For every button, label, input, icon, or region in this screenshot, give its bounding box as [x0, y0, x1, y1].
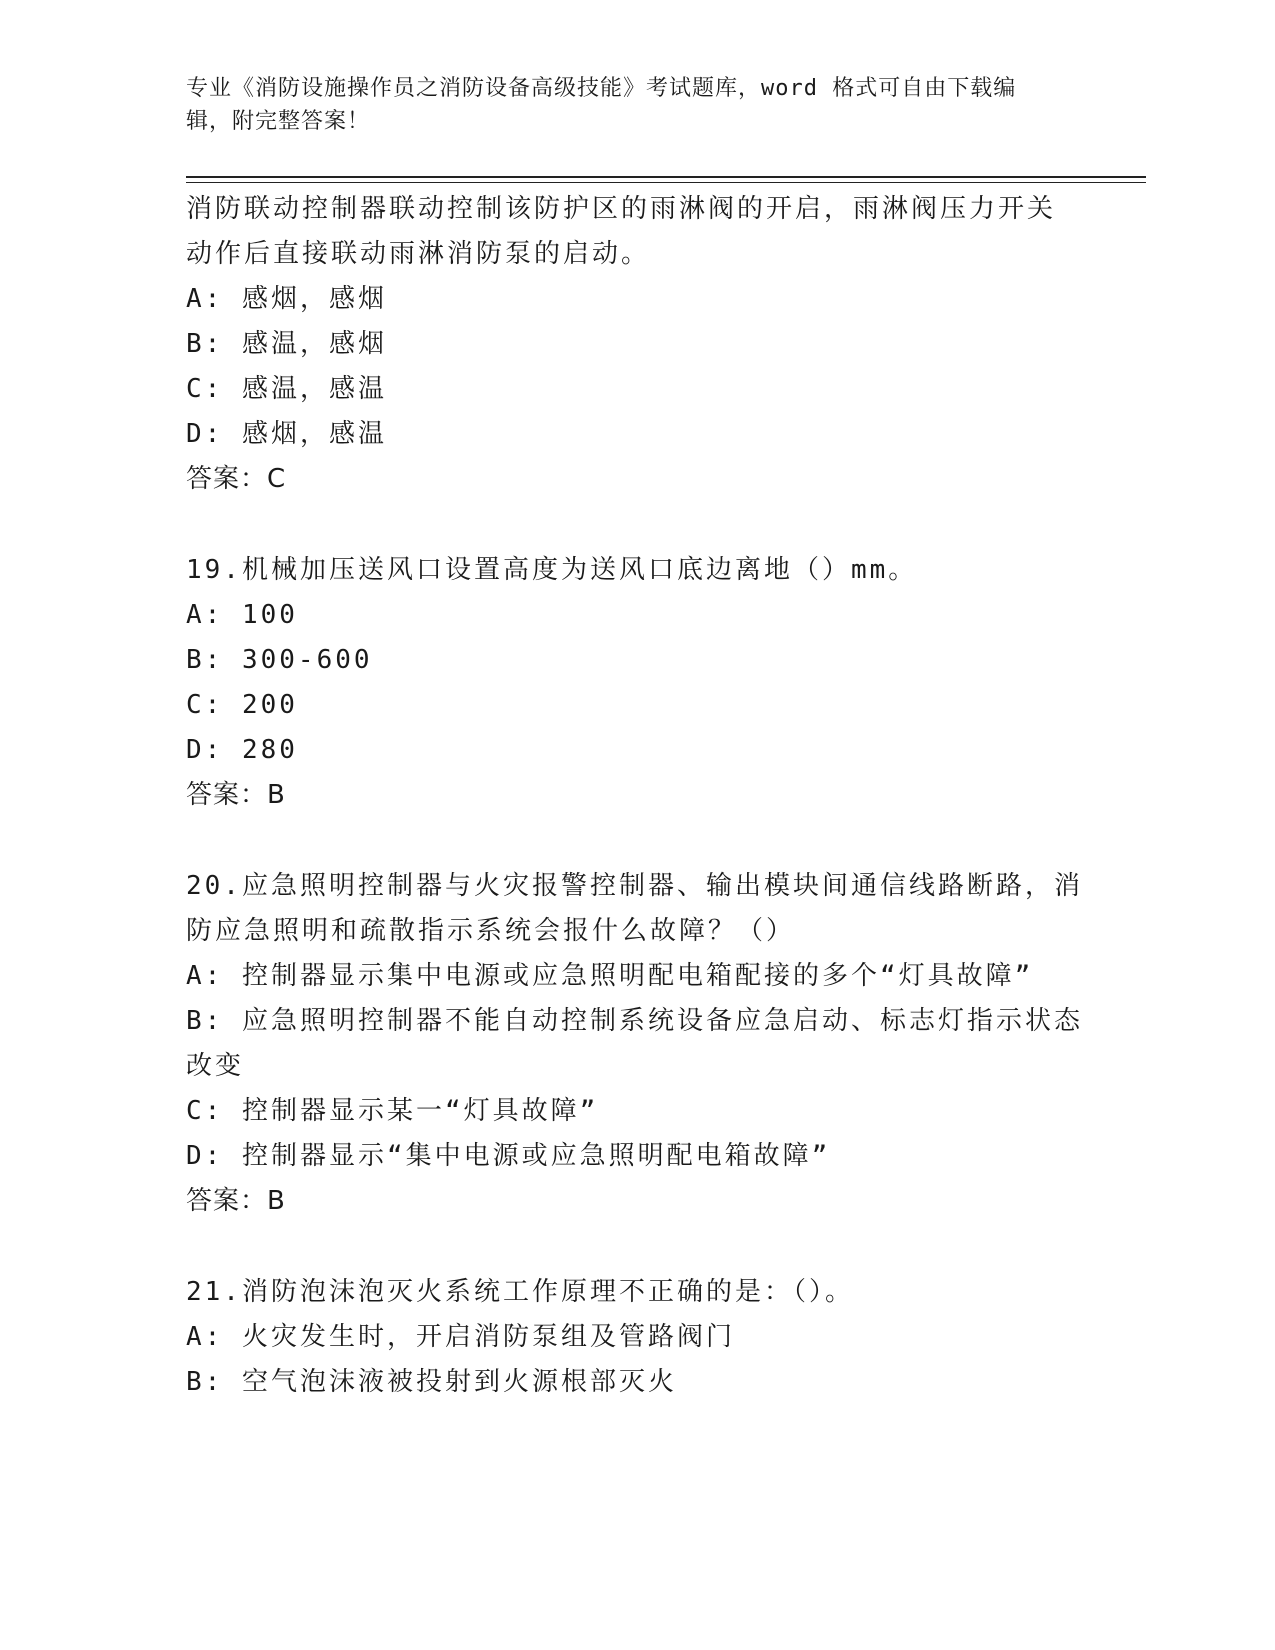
question-18-text-line-1: 消防联动控制器联动控制该防护区的雨淋阀的开启，雨淋阀压力开关 — [186, 194, 1057, 224]
question-21-text: 21.消防泡沫泡灭火系统工作原理不正确的是：（）。 — [186, 1277, 854, 1307]
header-line-2: 辑，附完整答案！ — [186, 109, 371, 134]
question-20-option-c: C: 控制器显示某一“灯具故障” — [186, 1096, 599, 1126]
question-21-option-a: A: 火灾发生时，开启消防泵组及管路阀门 — [186, 1322, 735, 1352]
question-20-option-d: D: 控制器显示“集中电源或应急照明配电箱故障” — [186, 1141, 831, 1171]
question-19-option-b: B: 300-600 — [186, 645, 373, 675]
question-19-option-a: A: 100 — [186, 600, 298, 630]
question-20-option-b: B: 应急照明控制器不能自动控制系统设备应急启动、标志灯指示状态 — [186, 1006, 1083, 1036]
question-20-answer: 答案：B — [186, 1186, 286, 1216]
question-18 — [186, 187, 1086, 502]
question-21 — [186, 1270, 1086, 1405]
question-21-option-b: B: 空气泡沫液被投射到火源根部灭火 — [186, 1367, 677, 1397]
question-20 — [186, 864, 1086, 1224]
document-header — [186, 72, 1066, 138]
header-line-1: 专业《消防设施操作员之消防设备高级技能》考试题库，word 格式可自由下载编 — [186, 76, 1017, 101]
question-19 — [186, 548, 1086, 818]
question-20-option-a: A: 控制器显示集中电源或应急照明配电箱配接的多个“灯具故障” — [186, 961, 1034, 991]
question-19-text: 19.机械加压送风口设置高度为送风口底边离地（）mm。 — [186, 555, 918, 585]
question-list — [186, 187, 1086, 1405]
question-20-option-b-continued: 改变 — [186, 1051, 245, 1081]
question-20-text-line-1: 20.应急照明控制器与火灾报警控制器、输出模块间通信线路断路，消 — [186, 871, 1083, 901]
header-rule-thick — [186, 176, 1146, 178]
question-20-text-line-2: 防应急照明和疏散指示系统会报什么故障？（） — [186, 916, 796, 946]
question-19-option-d: D: 280 — [186, 735, 298, 765]
question-18-text-line-2: 动作后直接联动雨淋消防泵的启动。 — [186, 239, 651, 269]
question-18-option-d: D: 感烟，感温 — [186, 419, 387, 449]
header-rule-thin — [186, 182, 1146, 183]
question-18-option-c: C: 感温，感温 — [186, 374, 387, 404]
question-19-answer: 答案：B — [186, 780, 286, 810]
question-18-answer: 答案：C — [186, 464, 287, 494]
question-18-option-b: B: 感温，感烟 — [186, 329, 387, 359]
question-19-option-c: C: 200 — [186, 690, 298, 720]
question-18-option-a: A: 感烟，感烟 — [186, 284, 387, 314]
